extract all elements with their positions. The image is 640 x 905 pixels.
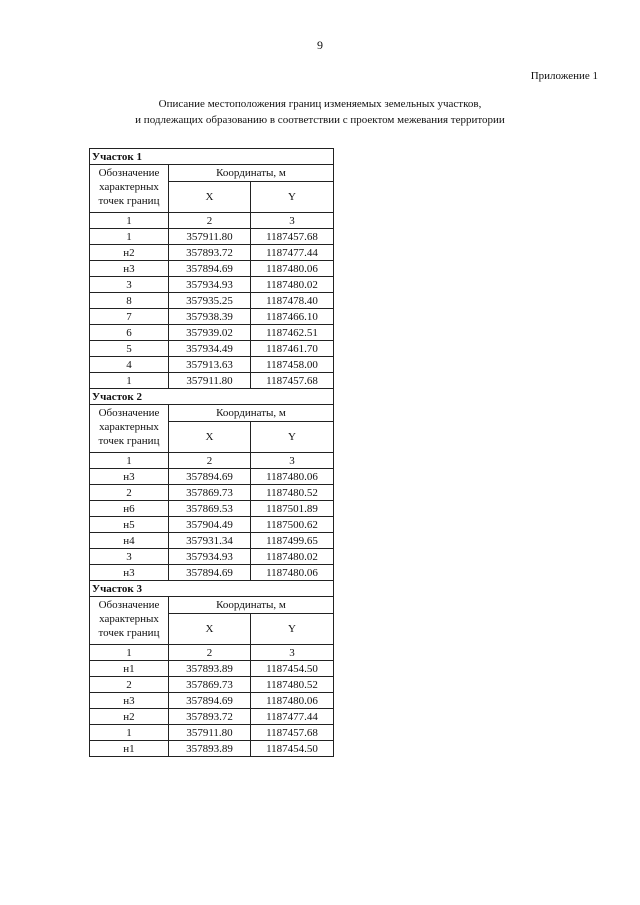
- point-name: 6: [90, 325, 169, 341]
- column-number-row: [90, 453, 334, 469]
- point-y: 1187461.70: [251, 341, 334, 357]
- column-number: 3: [251, 453, 334, 469]
- table-row: [90, 517, 334, 533]
- point-y: 1187480.06: [251, 693, 334, 709]
- table-row: [90, 229, 334, 245]
- appendix-label: Приложение 1: [530, 70, 598, 82]
- point-y: 1187462.51: [251, 325, 334, 341]
- point-name: н3: [90, 261, 169, 277]
- point-x: 357934.93: [169, 277, 251, 293]
- point-x: 357894.69: [169, 565, 251, 581]
- x-header: X: [169, 614, 251, 645]
- point-y: 1187480.52: [251, 485, 334, 501]
- point-y: 1187478.40: [251, 293, 334, 309]
- column-number: 2: [169, 645, 251, 661]
- point-y: 1187480.06: [251, 469, 334, 485]
- point-y: 1187480.02: [251, 277, 334, 293]
- table-row: [90, 677, 334, 693]
- point-x: 357894.69: [169, 693, 251, 709]
- page-number: 9: [317, 38, 323, 52]
- point-y: 1187457.68: [251, 229, 334, 245]
- point-y: 1187466.10: [251, 309, 334, 325]
- table-row: [90, 565, 334, 581]
- point-y: 1187499.65: [251, 533, 334, 549]
- table-row: [90, 309, 334, 325]
- plot-title: Участок 3: [90, 581, 334, 597]
- point-x: 357894.69: [169, 261, 251, 277]
- point-name: н5: [90, 517, 169, 533]
- point-x: 357869.73: [169, 677, 251, 693]
- table-row: [90, 325, 334, 341]
- point-x: 357869.53: [169, 501, 251, 517]
- coordinates-header: Координаты, м: [169, 405, 334, 422]
- plot-title: Участок 1: [90, 149, 334, 165]
- table-row: [90, 485, 334, 501]
- point-x: 357869.73: [169, 485, 251, 501]
- designation-header: Обозначение характерных точек границ: [90, 405, 169, 453]
- column-number-row: [90, 645, 334, 661]
- plot-title: Участок 2: [90, 389, 334, 405]
- point-x: 357934.93: [169, 549, 251, 565]
- table-row: [90, 501, 334, 517]
- coordinates-table: [89, 148, 334, 757]
- point-name: н3: [90, 565, 169, 581]
- point-name: н3: [90, 693, 169, 709]
- table-row: [90, 693, 334, 709]
- point-x: 357911.80: [169, 725, 251, 741]
- point-name: н3: [90, 469, 169, 485]
- column-number: 2: [169, 453, 251, 469]
- point-name: н6: [90, 501, 169, 517]
- point-name: 1: [90, 373, 169, 389]
- document-title-line: и подлежащих образованию в соответствии с проектом межевания территории: [135, 114, 505, 126]
- table-row: [90, 533, 334, 549]
- column-number: 3: [251, 645, 334, 661]
- point-y: 1187477.44: [251, 245, 334, 261]
- point-x: 357893.89: [169, 661, 251, 677]
- table-row: [90, 277, 334, 293]
- table-row: [90, 341, 334, 357]
- point-name: н2: [90, 245, 169, 261]
- document-title: [0, 96, 640, 128]
- y-header: Y: [251, 614, 334, 645]
- table-row: [90, 357, 334, 373]
- point-x: 357935.25: [169, 293, 251, 309]
- table-row: [90, 293, 334, 309]
- point-x: 357913.63: [169, 357, 251, 373]
- point-y: 1187454.50: [251, 661, 334, 677]
- point-x: 357893.72: [169, 709, 251, 725]
- point-name: 7: [90, 309, 169, 325]
- y-header: Y: [251, 422, 334, 453]
- plot-title-row: [90, 149, 334, 165]
- column-number: 3: [251, 213, 334, 229]
- point-name: 3: [90, 549, 169, 565]
- designation-header: Обозначение характерных точек границ: [90, 597, 169, 645]
- point-name: н1: [90, 741, 169, 757]
- point-name: н4: [90, 533, 169, 549]
- point-x: 357893.89: [169, 741, 251, 757]
- column-number-row: [90, 213, 334, 229]
- table-row: [90, 741, 334, 757]
- point-name: 2: [90, 485, 169, 501]
- point-x: 357911.80: [169, 373, 251, 389]
- table-row: [90, 261, 334, 277]
- header-row: [90, 405, 334, 422]
- point-y: 1187457.68: [251, 725, 334, 741]
- point-name: 1: [90, 229, 169, 245]
- point-name: н1: [90, 661, 169, 677]
- table-row: [90, 469, 334, 485]
- point-x: 357904.49: [169, 517, 251, 533]
- table-row: [90, 373, 334, 389]
- header-row: [90, 165, 334, 182]
- designation-header: Обозначение характерных точек границ: [90, 165, 169, 213]
- column-number: 1: [90, 453, 169, 469]
- document-title-line: Описание местоположения границ изменяемых земельных участков,: [158, 98, 482, 110]
- plot-title-row: [90, 581, 334, 597]
- point-x: 357931.34: [169, 533, 251, 549]
- table-row: [90, 709, 334, 725]
- point-y: 1187457.68: [251, 373, 334, 389]
- column-number: 2: [169, 213, 251, 229]
- point-y: 1187500.62: [251, 517, 334, 533]
- point-name: 1: [90, 725, 169, 741]
- point-x: 357894.69: [169, 469, 251, 485]
- table-row: [90, 549, 334, 565]
- point-name: 3: [90, 277, 169, 293]
- point-y: 1187480.06: [251, 261, 334, 277]
- table-row: [90, 245, 334, 261]
- point-y: 1187480.06: [251, 565, 334, 581]
- column-number: 1: [90, 645, 169, 661]
- coordinates-header: Координаты, м: [169, 597, 334, 614]
- point-name: 8: [90, 293, 169, 309]
- column-number: 1: [90, 213, 169, 229]
- point-x: 357939.02: [169, 325, 251, 341]
- y-header: Y: [251, 182, 334, 213]
- point-x: 357893.72: [169, 245, 251, 261]
- point-y: 1187454.50: [251, 741, 334, 757]
- coordinates-header: Координаты, м: [169, 165, 334, 182]
- point-name: 4: [90, 357, 169, 373]
- point-y: 1187480.02: [251, 549, 334, 565]
- table-row: [90, 661, 334, 677]
- point-name: н2: [90, 709, 169, 725]
- point-x: 357938.39: [169, 309, 251, 325]
- point-y: 1187458.00: [251, 357, 334, 373]
- point-y: 1187501.89: [251, 501, 334, 517]
- table-row: [90, 725, 334, 741]
- x-header: X: [169, 182, 251, 213]
- header-row: [90, 597, 334, 614]
- plot-title-row: [90, 389, 334, 405]
- point-y: 1187480.52: [251, 677, 334, 693]
- point-name: 5: [90, 341, 169, 357]
- point-y: 1187477.44: [251, 709, 334, 725]
- point-x: 357911.80: [169, 229, 251, 245]
- point-name: 2: [90, 677, 169, 693]
- x-header: X: [169, 422, 251, 453]
- point-x: 357934.49: [169, 341, 251, 357]
